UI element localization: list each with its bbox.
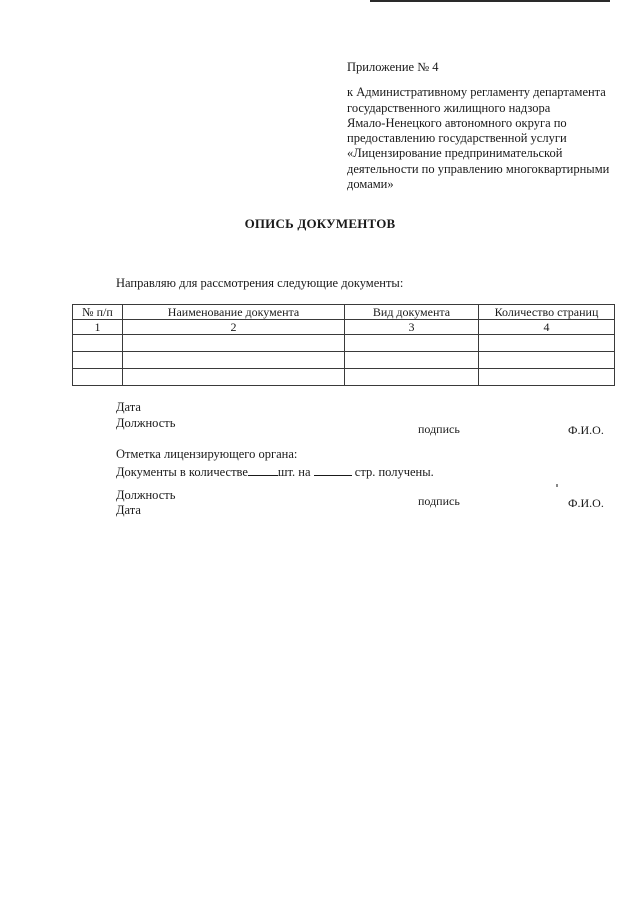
table-cell[interactable] (479, 335, 615, 352)
mark-heading: Отметка лицензирующего органа: (116, 447, 298, 461)
document-title: ОПИСЬ ДОКУМЕНТОВ (244, 216, 396, 231)
sign1-date: Дата (116, 400, 141, 414)
table-cell[interactable] (123, 369, 345, 386)
table-cell[interactable] (479, 369, 615, 386)
header-cell-name: Наименование документа (123, 305, 345, 320)
header-cell-number: № п/п (73, 305, 123, 320)
table-cell[interactable] (345, 369, 479, 386)
table-header-row (73, 305, 615, 320)
sign1-signature: подпись (418, 422, 460, 436)
appendix-number: Приложение № 4 (347, 60, 439, 74)
column-number-cell: 1 (73, 320, 123, 335)
table-cell[interactable] (73, 335, 123, 352)
sign1-fio: Ф.И.О. (568, 423, 604, 437)
appendix-line: к Административному регламенту департамента (347, 85, 606, 100)
sign1-position: Должность (116, 416, 176, 430)
mark-line (116, 464, 434, 480)
appendix-line: Ямало-Ненецкого автономного округа по (347, 115, 567, 130)
column-number-cell: 2 (123, 320, 345, 335)
column-number-cell: 3 (345, 320, 479, 335)
table-cell[interactable] (123, 335, 345, 352)
appendix-line: деятельности по управлению многоквартирными (347, 161, 610, 176)
table-row (73, 369, 615, 386)
mark-line-part2: шт. на (277, 465, 311, 479)
appendix-block (347, 60, 637, 192)
pages-blank[interactable] (314, 464, 352, 476)
table-cell[interactable] (345, 352, 479, 369)
table-cell[interactable] (123, 352, 345, 369)
documents-table (72, 304, 615, 386)
appendix-line: «Лицензирование предпринимательской (347, 146, 563, 161)
appendix-line: государственного жилищного надзора (347, 100, 551, 115)
table-numbers-row (73, 320, 615, 335)
sign2-position: Должность (116, 488, 176, 502)
table-cell[interactable] (73, 352, 123, 369)
column-number-cell: 4 (479, 320, 615, 335)
header-cell-pages: Количество страниц (479, 305, 615, 320)
table-row (73, 352, 615, 369)
mark-line-part3: стр. получены. (354, 465, 434, 479)
count-blank[interactable] (248, 464, 278, 476)
scan-edge-line (370, 0, 610, 2)
table-row (73, 335, 615, 352)
intro-text: Направляю для рассмотрения следующие документы: (116, 276, 404, 290)
table-cell[interactable] (345, 335, 479, 352)
scan-speck (556, 484, 558, 487)
sign2-signature: подпись (418, 494, 460, 508)
table-cell[interactable] (73, 369, 123, 386)
mark-line-part1: Документы в количестве (116, 465, 248, 479)
sign2-fio: Ф.И.О. (568, 496, 604, 510)
table-cell[interactable] (479, 352, 615, 369)
appendix-line: предоставлению государственной услуги (347, 131, 567, 146)
appendix-line: домами» (347, 177, 394, 192)
header-cell-type: Вид документа (345, 305, 479, 320)
sign2-date: Дата (116, 503, 141, 517)
